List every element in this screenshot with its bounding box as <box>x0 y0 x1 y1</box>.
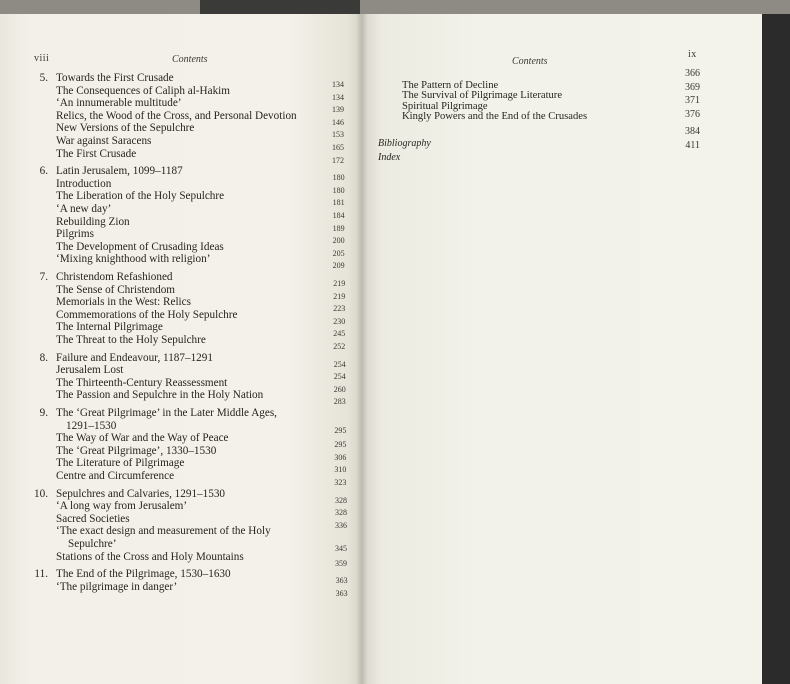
section-title: The Internal Pilgrimage <box>56 321 163 334</box>
section-title: The Threat to the Holy Sepulchre <box>56 334 206 346</box>
section-title: Centre and Circumference <box>56 470 175 482</box>
section-title: The Passion and Sepulchre in the Holy Nation <box>56 389 264 402</box>
chapter-page-number: 180 <box>332 173 345 183</box>
section-page-number: 252 <box>333 342 346 351</box>
chapter-title: Christendom Refashioned <box>56 271 173 283</box>
back-matter-page-number: 411 <box>685 139 700 151</box>
section-page-number: 172 <box>332 155 344 165</box>
section-page-number: 366 <box>685 68 700 79</box>
section-page-number: 245 <box>333 329 346 339</box>
section-page-number: 336 <box>335 520 347 530</box>
section-page-number: 139 <box>332 105 344 115</box>
chapter-number: 7. <box>39 271 48 283</box>
section-title: The ‘Great Pilgrimage’, 1330–1530 <box>56 444 217 457</box>
section-title: Introduction <box>56 177 112 190</box>
book-top-edge <box>200 0 360 14</box>
chapter-title: The ‘Great Pilgrimage’ in the Later Middle Ages, <box>56 407 277 419</box>
section-title: New Versions of the Sepulchre <box>56 122 195 135</box>
section-title: The First Crusade <box>56 147 137 160</box>
section-title: The Sense of Christendom <box>56 283 176 296</box>
section-page-number: 295 <box>334 440 347 450</box>
section-page-number: 323 <box>334 478 347 487</box>
section-title: Spiritual Pilgrimage <box>402 100 488 112</box>
chapter-page-number: 219 <box>333 279 346 288</box>
section-page-number: 363 <box>335 588 348 598</box>
back-matter-page-number: 384 <box>685 126 700 137</box>
chapter-title: Latin Jerusalem, 1099–1187 <box>56 165 183 178</box>
section-page-number: 328 <box>335 508 347 518</box>
section-page-number: 205 <box>332 248 345 258</box>
chapter-page-number: 363 <box>335 576 348 586</box>
section-page-number: 230 <box>333 316 346 326</box>
section-title: War against Saracens <box>56 135 152 147</box>
section-page-number: 184 <box>332 211 345 220</box>
section-page-number: 376 <box>685 108 700 120</box>
section-page-number: 146 <box>332 117 344 127</box>
section-title: Pilgrims <box>56 228 94 241</box>
chapter-page-number: 134 <box>332 80 344 89</box>
back-matter-title: Index <box>378 151 401 163</box>
section-page-number: 260 <box>333 384 346 394</box>
section-page-number: 189 <box>332 223 345 233</box>
section-title: The Way of War and the Way of Peace <box>56 432 229 445</box>
chapter-number: 5. <box>39 72 48 84</box>
section-title: Commemorations of the Holy Sepulchre <box>56 308 238 321</box>
section-title-continued: Sepulchre’ <box>68 538 117 550</box>
section-page-number: 219 <box>333 291 346 301</box>
section-title: ‘A new day’ <box>56 203 112 215</box>
left-folio: viii <box>34 53 50 64</box>
section-title: Jerusalem Lost <box>56 364 124 377</box>
book-cover-edge <box>760 14 790 684</box>
section-title: Kingly Powers and the End of the Crusades <box>402 110 588 122</box>
section-page-number: 345 <box>335 544 347 553</box>
section-page-number: 180 <box>332 185 345 195</box>
chapter-title: Sepulchres and Calvaries, 1291–1530 <box>56 487 226 500</box>
section-title: ‘An innumerable multitude’ <box>56 97 182 110</box>
chapter-title: The End of the Pilgrimage, 1530–1630 <box>56 568 231 581</box>
book-gutter <box>356 14 368 684</box>
section-title: The Consequences of Caliph al-Hakim <box>56 84 230 97</box>
section-title: Rebuilding Zion <box>56 215 130 228</box>
chapter-title: Towards the First Crusade <box>56 72 174 84</box>
section-page-number: 369 <box>685 81 700 93</box>
section-page-number: 200 <box>332 236 345 246</box>
section-title: Memorials in the West: Relics <box>56 296 191 309</box>
chapter-number: 9. <box>39 407 48 419</box>
section-page-number: 359 <box>335 558 347 568</box>
chapter-number: 11. <box>34 568 48 581</box>
section-title: The Literature of Pilgrimage <box>56 457 185 470</box>
section-page-number: 254 <box>333 372 346 382</box>
chapter-number: 8. <box>39 351 48 364</box>
section-page-number: 371 <box>685 95 700 106</box>
chapter-title-continued: 1291–1530 <box>66 419 117 432</box>
section-title: ‘A long way from Jerusalem’ <box>56 500 188 513</box>
chapter-number: 10. <box>34 487 48 500</box>
chapter-page-number: 295 <box>334 425 347 435</box>
section-page-number: 306 <box>334 452 347 462</box>
section-title: The Development of Crusading Ideas <box>56 240 224 253</box>
back-matter-title: Bibliography <box>378 138 431 149</box>
section-page-number: 134 <box>332 92 344 102</box>
section-page-number: 223 <box>333 304 346 314</box>
chapter-title: Failure and Endeavour, 1187–1291 <box>56 351 213 364</box>
left-running-head: Contents <box>172 54 208 65</box>
section-title: Relics, the Wood of the Cross, and Personal Devotion <box>56 109 297 122</box>
section-title: The Thirteenth-Century Reassessment <box>56 376 228 389</box>
section-title: The Pattern of Decline <box>402 80 499 91</box>
section-page-number: 310 <box>334 465 347 475</box>
section-page-number: 153 <box>332 130 344 140</box>
section-page-number: 209 <box>332 261 345 271</box>
chapter-page-number: 328 <box>335 495 347 505</box>
section-title: The Liberation of the Holy Sepulchre <box>56 190 225 203</box>
section-title: Sacred Societies <box>56 512 130 525</box>
right-running-head: Contents <box>512 56 548 67</box>
section-page-number: 283 <box>333 397 346 407</box>
section-page-number: 165 <box>332 143 344 152</box>
section-title: Stations of the Cross and Holy Mountains <box>56 550 244 563</box>
right-folio: ix <box>688 49 697 60</box>
chapter-page-number: 254 <box>333 359 346 369</box>
chapter-number: 6. <box>39 165 48 178</box>
section-title: ‘The exact design and measurement of the Holy <box>56 525 271 538</box>
section-title: ‘The pilgrimage in danger’ <box>56 580 178 593</box>
section-title: The Survival of Pilgrimage Literature <box>402 90 563 102</box>
section-title: ‘Mixing knighthood with religion’ <box>56 253 211 266</box>
section-page-number: 181 <box>332 198 345 208</box>
